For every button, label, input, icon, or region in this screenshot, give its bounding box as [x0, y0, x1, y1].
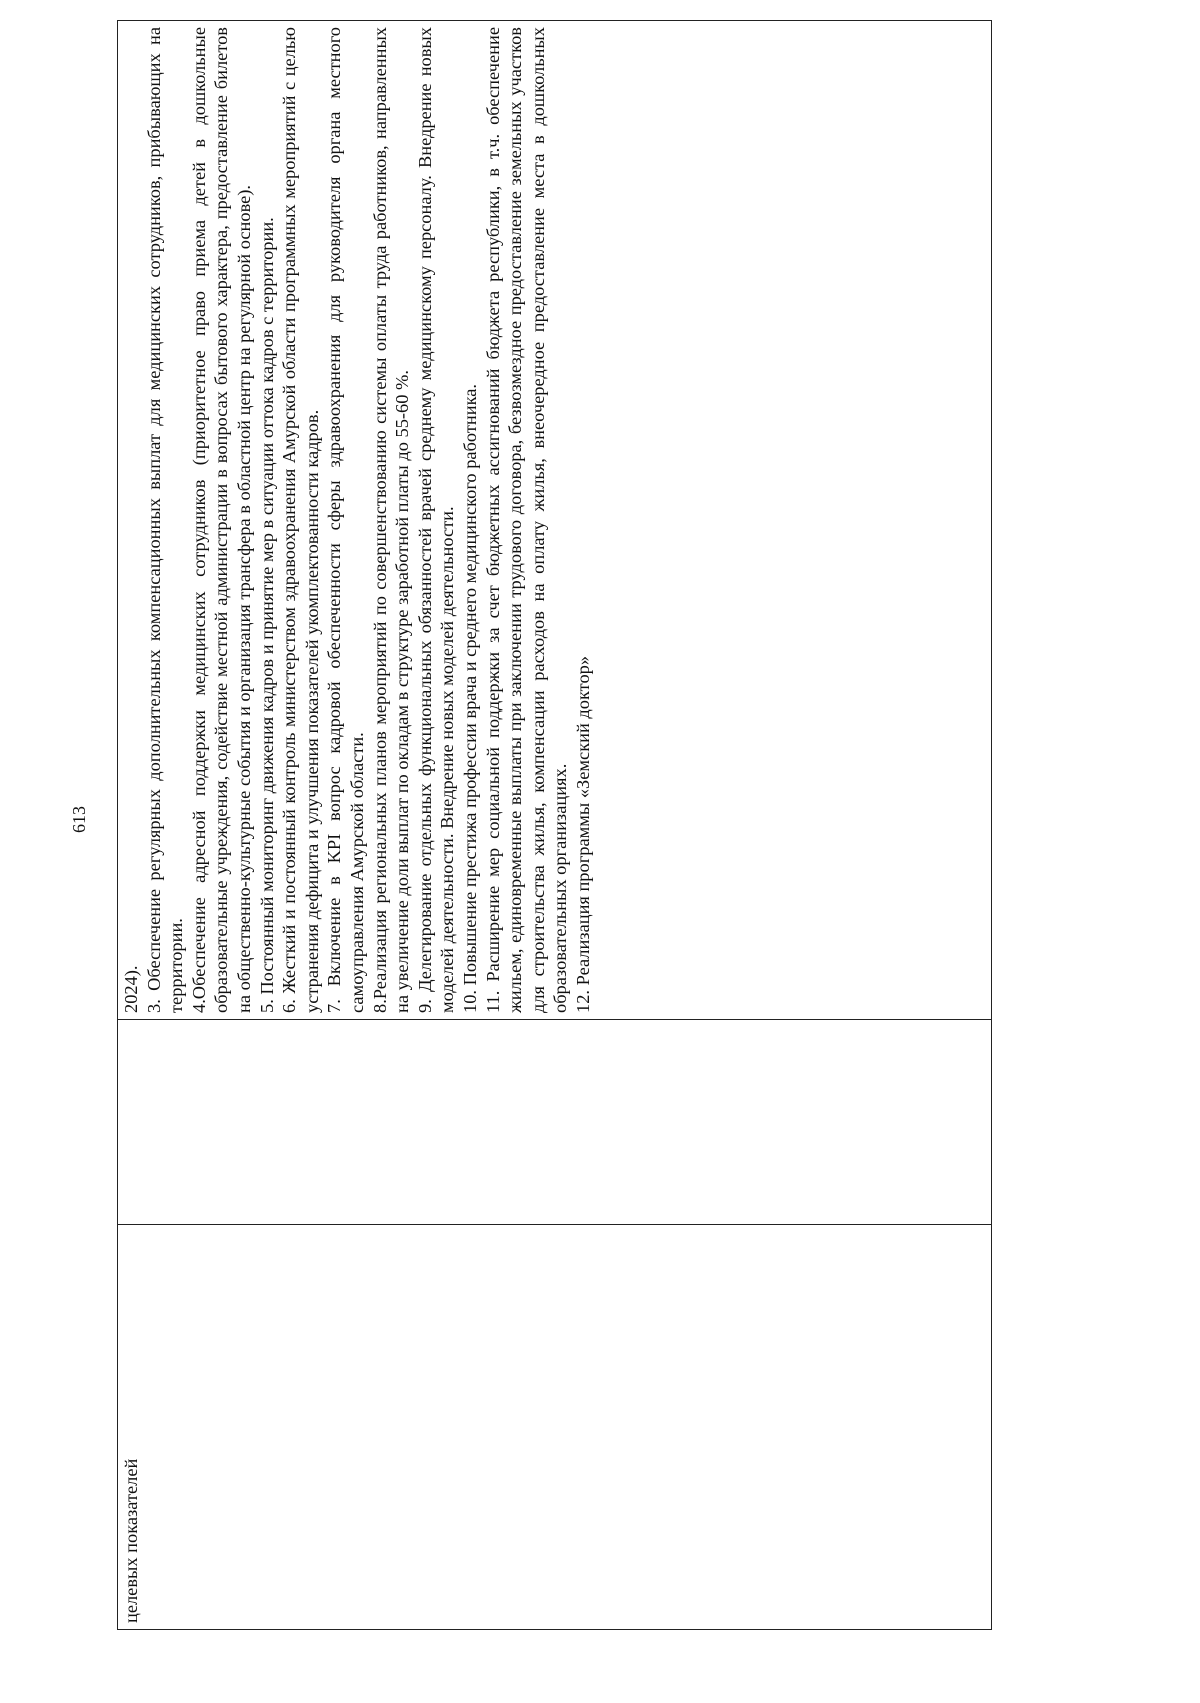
measure-item: 10. Повышение престижа профессии врача и среднего медицинского работника.	[459, 383, 480, 1013]
table-cell-measures	[118, 21, 992, 1020]
measure-item: 5. Постоянный мониторинг движения кадров и принятие мер в ситуации оттока кадров с территории.	[256, 217, 277, 1013]
rotated-page	[117, 27, 992, 1630]
measure-item: 6. Жесткий и постоянный контроль министерством здравоохранения Амурской области программных мероприятий с целью устранения дефицита и улучшения показателей укомплектованности кадров.	[279, 27, 322, 1013]
measure-item: 7. Включение в KPI вопрос кадровой обеспеченности сферы здравоохранения для руководителя органа местного самоуправления Амурской области.	[324, 27, 367, 1013]
measure-item: 3. Обеспечение регулярных дополнительных компенсационных выплат для медицинских сотрудников, прибывающих на территории.	[143, 27, 187, 1013]
table-cell-empty	[118, 1020, 992, 1225]
measure-item: 9. Делегирование отдельных функциональных обязанностей врачей среднему медицинскому персоналу. Внедрение новых моделей деятельности. Внедрение новых моделей деятельности.	[414, 27, 458, 1013]
measure-item: 4.Обеспечение адресной поддержки медицинских сотрудников (приоритетное право приема детей в дошкольные образовательные учреждения, содействие местной администрации в вопросах бытового характера, предоставление билетов на общественно-культурные события и организация трансфера в областной центр на регулярной основе).	[188, 27, 254, 1013]
table-cell-indicator-label: целевых показателей	[118, 1225, 992, 1630]
measure-item: 11. Расширение мер социальной поддержки за счет бюджетных ассигнований бюджета республики, в т.ч. обеспечение жильем, единовременные выплаты при заключении трудового договора, безвозмездное предоставление земельных участков для строительства жилья, компенсации расходов на оплату жилья, внеочередное предоставление места в дошкольных образовательных организациях.	[482, 27, 571, 1013]
measure-item: 2024).	[121, 965, 141, 1013]
measure-item: 8.Реализация региональных планов мероприятий по совершенствованию системы оплаты труда работников, направленных на увеличение доли выплат по окладам в структуре заработной платы до 55-60 %.	[369, 27, 413, 1013]
table-row	[118, 21, 992, 1630]
measure-item: 12. Реализация программы «Земский доктор»	[572, 655, 593, 1013]
measures-table	[117, 20, 992, 1630]
page-number: 613	[69, 806, 89, 833]
